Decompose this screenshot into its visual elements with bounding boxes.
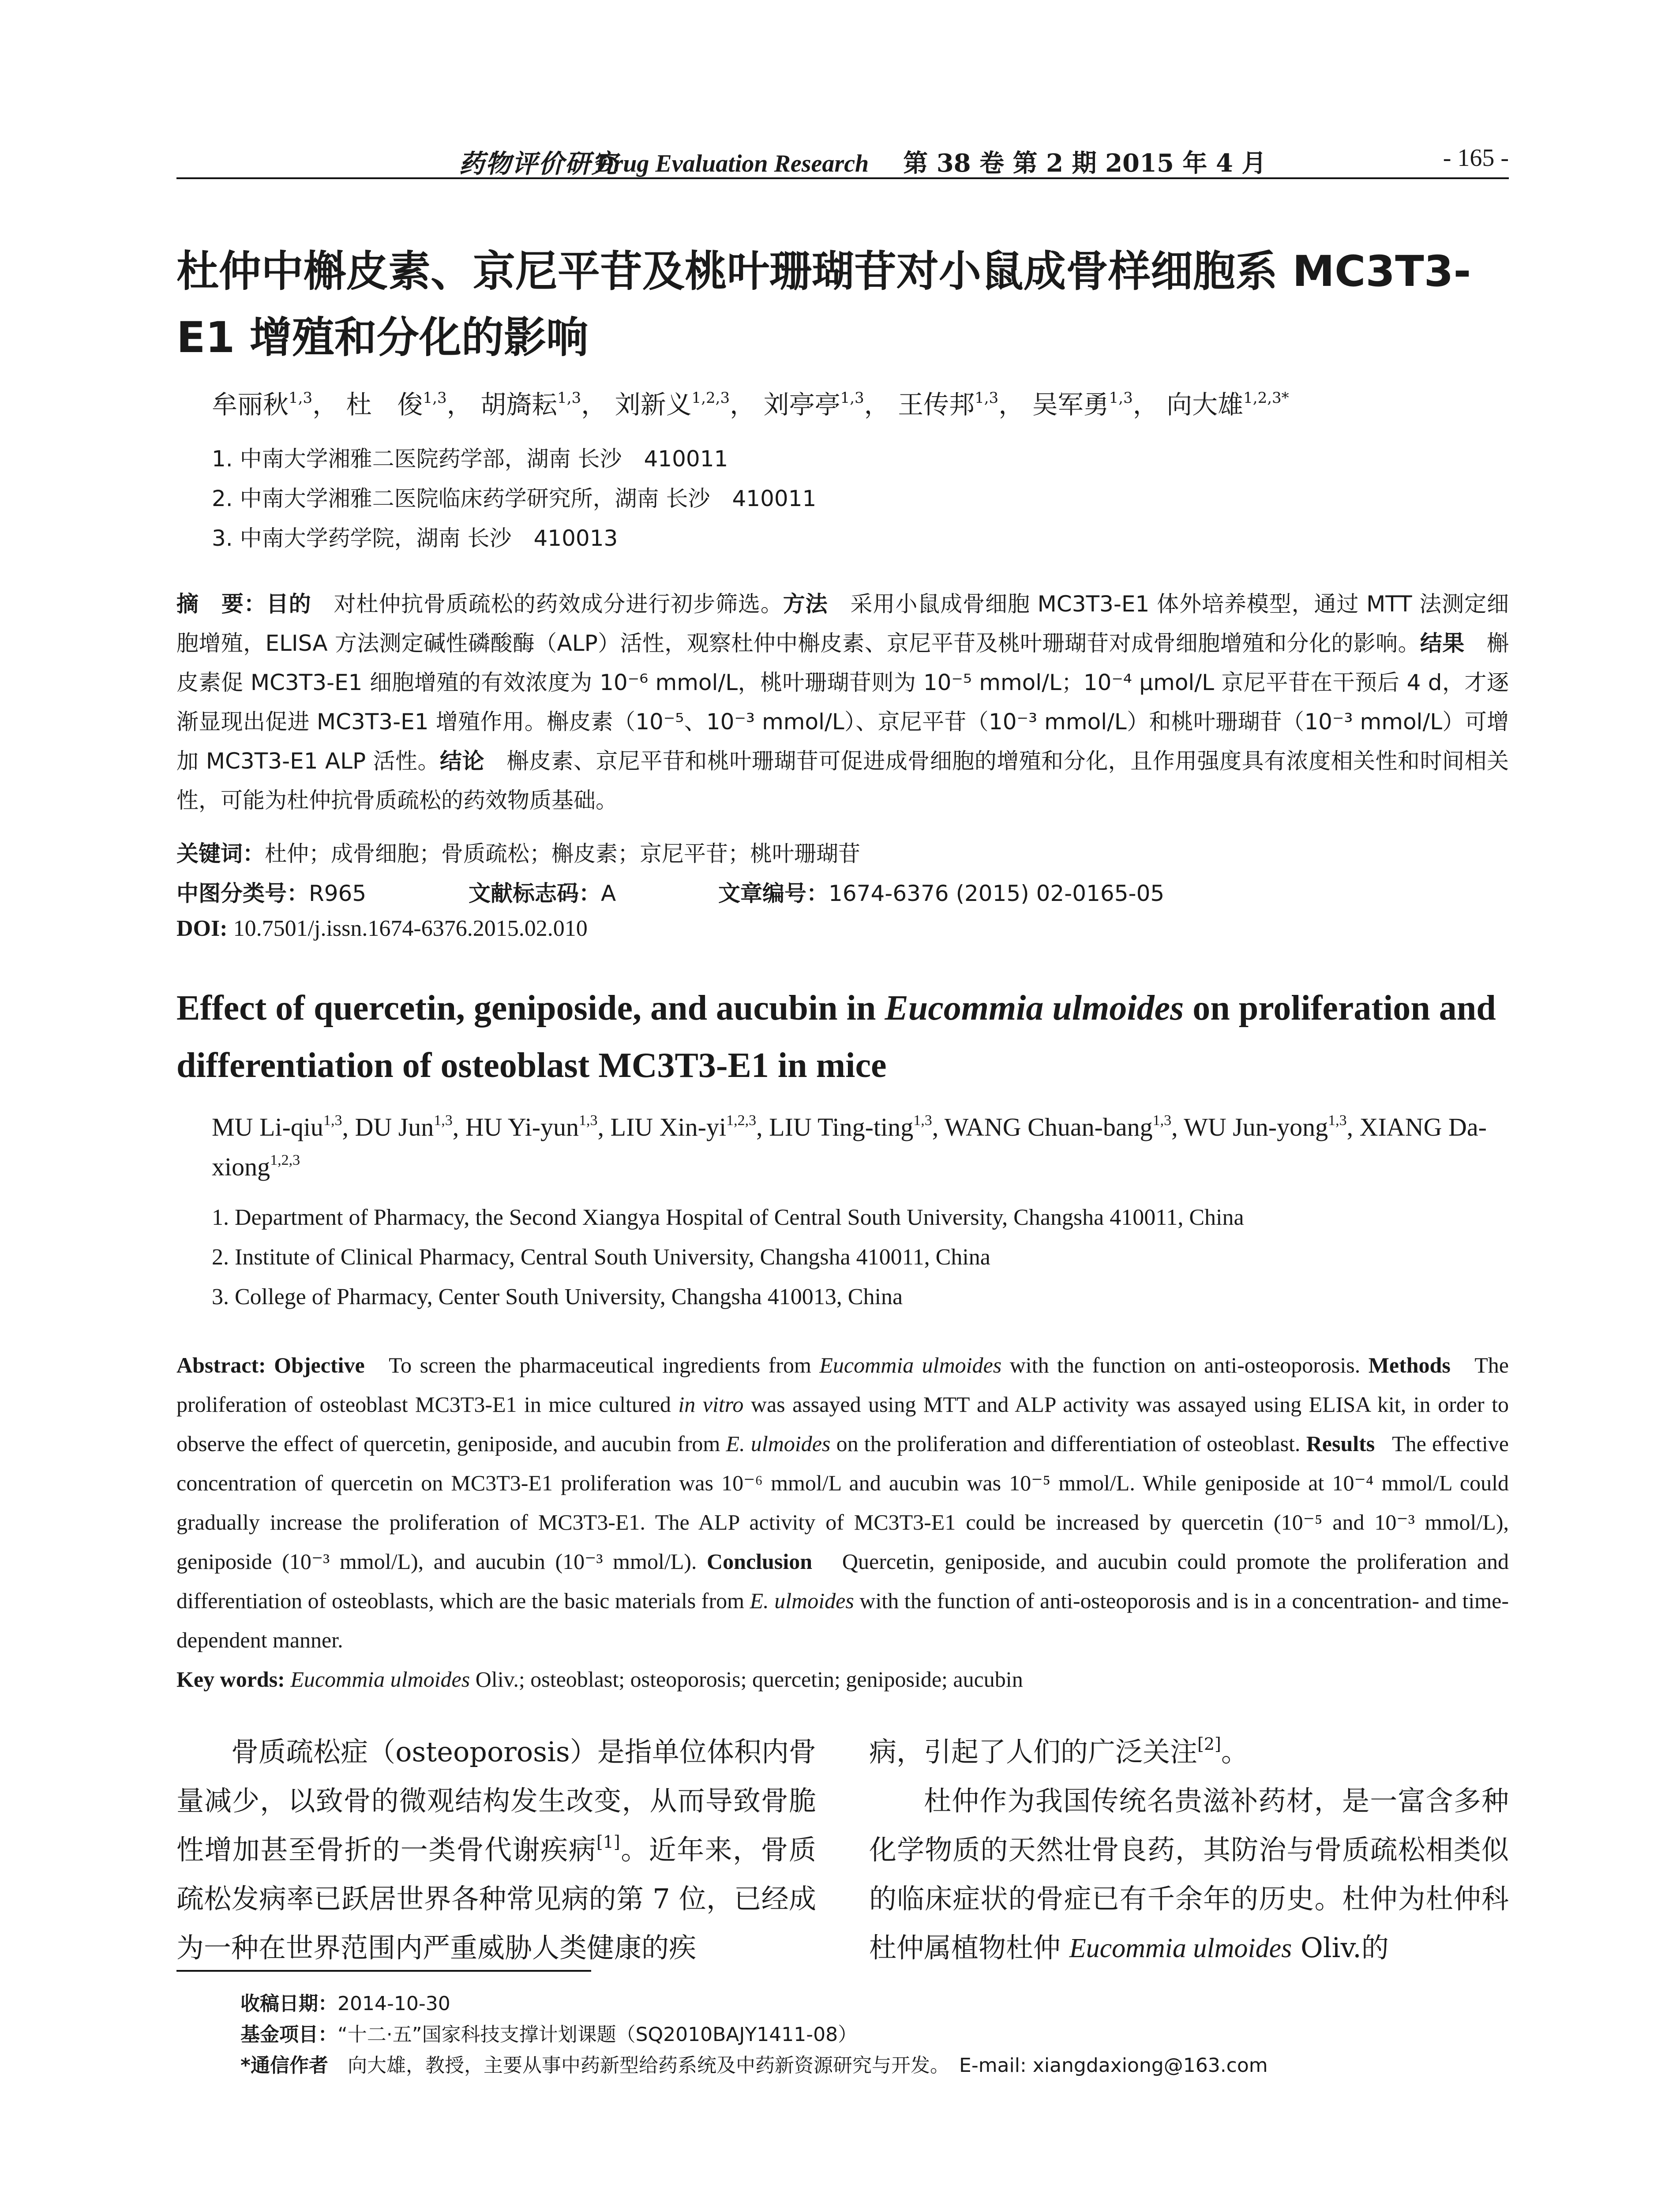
header-rule	[176, 177, 1509, 179]
affiliation-en-1: 1. Department of Pharmacy, the Second Xiangya Hospital of Central South University, Changsha 410011, China	[212, 1205, 1244, 1230]
body-column-right	[869, 1727, 1509, 1973]
author-cn: 吴军勇$^{1,3}$	[1032, 389, 1133, 420]
affiliation-cn-2: 2. 中南大学湘雅二医院临床药学研究所，湖南 长沙 410011	[212, 486, 817, 511]
affiliation-cn-1: 1. 中南大学湘雅二医院药学部，湖南 长沙 410011	[212, 446, 728, 472]
author-en: HU Yi-yun$^{1,3}$	[465, 1112, 598, 1141]
affiliation-en-2: 2. Institute of Clinical Pharmacy, Central South University, Changsha 410011, China	[212, 1245, 990, 1270]
running-header	[176, 140, 1509, 180]
body-paragraph: 骨质疏松症（osteoporosis）是指单位体积内骨量减少，以致骨的微观结构发生改变，从而导致骨脆性增加甚至骨折的一类骨代谢疾病[1]。近年来，骨质疏松发病率已跃居世界各种常见病的第 7 位，已经成为一种在世界范围内严重威胁人类健康的疾	[176, 1736, 816, 1964]
author-en: WANG Chuan-bang$^{1,3}$	[944, 1112, 1172, 1141]
author-en: MU Li-qiu$^{1,3}$	[212, 1112, 342, 1141]
results-label: 结果	[1420, 630, 1465, 656]
author-en: XIANG Da-xiong$^{1,2,3}$	[212, 1113, 1487, 1181]
author-en: WU Jun-yong$^{1,3}$	[1184, 1112, 1347, 1141]
footnote-corresponding: *通信作者 向大雄，教授，主要从事中药新型给药系统及中药新资源研究与开发。 E-mail: xiangdaxiong@163.com	[240, 2054, 1268, 2077]
body-paragraph: 杜仲作为我国传统名贵滋补药材，是一富含多种化学物质的天然壮骨良药，其防治与骨质疏松相类似的临床症状的骨症已有千余年的历史。杜仲为杜仲科杜仲属植物杜仲 Eucommia ulmoides Oliv.的	[869, 1785, 1509, 1964]
author-en: DU Jun$^{1,3}$	[355, 1112, 453, 1141]
page-number: - 165 -	[1443, 144, 1509, 172]
citation-ref: [1]	[596, 1832, 620, 1852]
issue-info: 第 38 卷 第 2 期 2015 年 4 月	[903, 149, 1267, 178]
affiliation-en-3: 3. College of Pharmacy, Center South University, Changsha 410013, China	[212, 1284, 903, 1309]
footnote-rule	[176, 1970, 591, 1972]
doi-line: DOI: 10.7501/j.issn.1674-6376.2015.02.010	[176, 916, 588, 941]
journal-name-cn: 药物评价研究	[459, 149, 618, 179]
author-cn: 刘新义$^{1,2,3}$	[615, 389, 730, 420]
authors-en: MU Li-qiu$^{1,3}$, DU Jun$^{1,3}$, HU Yi-yun$^{1,3}$, LIU Xin-yi$^{1,2,3}$, LIU Ting-ting$^{1,3}$, WANG Chuan-bang$^{1,3}$, WU Jun-yong$^{1,3}$, XIANG Da-xiong$^{1,2,3}$	[212, 1112, 1487, 1181]
author-en: LIU Ting-ting$^{1,3}$	[769, 1112, 932, 1141]
abstract-en: Abstract: Objective To screen the pharmaceutical ingredients from Eucommia ulmoides with the function on anti-osteoporosis. Methods The proliferation of osteoblast MC3T3-E1 in mice cultured in vitro was assayed using MTT and ALP activity was assayed using ELISA kit, in order to observe the effect of quercetin, geniposide, and aucubin from E. ulmoides on the proliferation and differentiation of osteoblast. Results The effective concentration of quercetin on MC3T3-E1 proliferation was 10⁻⁶ mmol/L and aucubin was 10⁻⁵ mmol/L. While geniposide at 10⁻⁴ mmol/L could gradually increase the proliferation of MC3T3-E1. The ALP activity of MC3T3-E1 could be increased by quercetin (10⁻⁵ and 10⁻³ mmol/L), geniposide (10⁻³ mmol/L), and aucubin (10⁻³ mmol/L). Conclusion Quercetin, geniposide, and aucubin could promote the proliferation and differentiation of osteoblasts, which are the basic materials from E. ulmoides with the function of anti-osteoporosis and is in a concentration- and time-dependent manner. Key words: Eucommia ulmoides Oliv.; osteoblast; osteoporosis; quercetin; geniposide; aucubin	[176, 1353, 1509, 1692]
affiliation-cn-3: 3. 中南大学药学院，湖南 长沙 410013	[212, 525, 618, 551]
journal-name-en: Drug Evaluation Research	[596, 150, 869, 177]
title-en: Effect of quercetin, geniposide, and aucubin in Eucommia ulmoides on proliferation and differentiation of osteoblast MC3T3-E1 in mice	[176, 989, 1496, 1085]
authors-cn: 牟丽秋$^{1,3}$， 杜 俊$^{1,3}$， 胡旖耘$^{1,3}$， 刘新义$^{1,2,3}$， 刘亭亭$^{1,3}$， 王传邦$^{1,3}$， 吴军勇$^{1,3}$， 向大雄$^{1,2,3*}$	[212, 389, 1289, 420]
footnote-fund: 基金项目：“十二·五”国家科技支撑计划课题（SQ2010BAJY1411-08）	[240, 2023, 858, 2046]
keywords-cn: 关键词：杜仲；成骨细胞；骨质疏松；槲皮素；京尼平苷；桃叶珊瑚苷	[176, 841, 860, 867]
abstract-label: 摘 要：	[176, 591, 266, 617]
body-paragraph: 病，引起了人们的广泛关注[2]。	[869, 1734, 1249, 1768]
citation-ref: [2]	[1197, 1734, 1221, 1754]
footnote-received: 收稿日期：2014-10-30	[240, 1992, 450, 2015]
author-cn: 胡旖耘$^{1,3}$	[480, 389, 581, 420]
conclusion-label: 结论	[439, 748, 484, 774]
author-cn: 王传邦$^{1,3}$	[898, 389, 999, 420]
body-column-left	[176, 1727, 816, 1972]
author-cn: 向大雄$^{1,2,3*}$	[1166, 389, 1289, 420]
title-cn: 杜仲中槲皮素、京尼平苷及桃叶珊瑚苷对小鼠成骨样细胞系 MC3T3-E1 增殖和分化的影响	[176, 247, 1471, 362]
keywords-en: Key words: Eucommia ulmoides Oliv.; osteoblast; osteoporosis; quercetin; geniposide; aucubin	[176, 1667, 1023, 1692]
objective-label: 目的	[266, 591, 311, 617]
classification-line: 中图分类号：R965 文献标志码：A 文章编号：1674-6376 (2015) 02-0165-05	[176, 881, 1165, 906]
methods-label: 方法	[783, 591, 828, 617]
author-cn: 杜 俊$^{1,3}$	[346, 389, 447, 420]
author-en: LIU Xin-yi$^{1,2,3}$	[610, 1112, 757, 1141]
abstract-cn: 摘 要：目的 对杜仲抗骨质疏松的药效成分进行初步筛选。方法 采用小鼠成骨细胞 MC3T3-E1 体外培养模型，通过 MTT 法测定细胞增殖，ELISA 方法测定碱性磷酸酶（ALP）活性，观察杜仲中槲皮素、京尼平苷及桃叶珊瑚苷对成骨细胞增殖和分化的影响。结果 槲皮素促 MC3T3-E1 细胞增殖的有效浓度为 10⁻⁶ mmol/L，桃叶珊瑚苷则为 10⁻⁵ mmol/L；10⁻⁴ μmol/L 京尼平苷在干预后 4 d，才逐渐显现出促进 MC3T3-E1 增殖作用。槲皮素（10⁻⁵、10⁻³ mmol/L）、京尼平苷（10⁻³ mmol/L）和桃叶珊瑚苷（10⁻³ mmol/L）可增加 MC3T3-E1 ALP 活性。结论 槲皮素、京尼平苷和桃叶珊瑚苷可促进成骨细胞的增殖和分化，且作用强度具有浓度相关性和时间相关性，可能为杜仲抗骨质疏松的药效物质基础。	[176, 591, 1509, 813]
author-cn: 牟丽秋$^{1,3}$	[212, 389, 313, 420]
author-cn: 刘亭亭$^{1,3}$	[763, 389, 864, 420]
